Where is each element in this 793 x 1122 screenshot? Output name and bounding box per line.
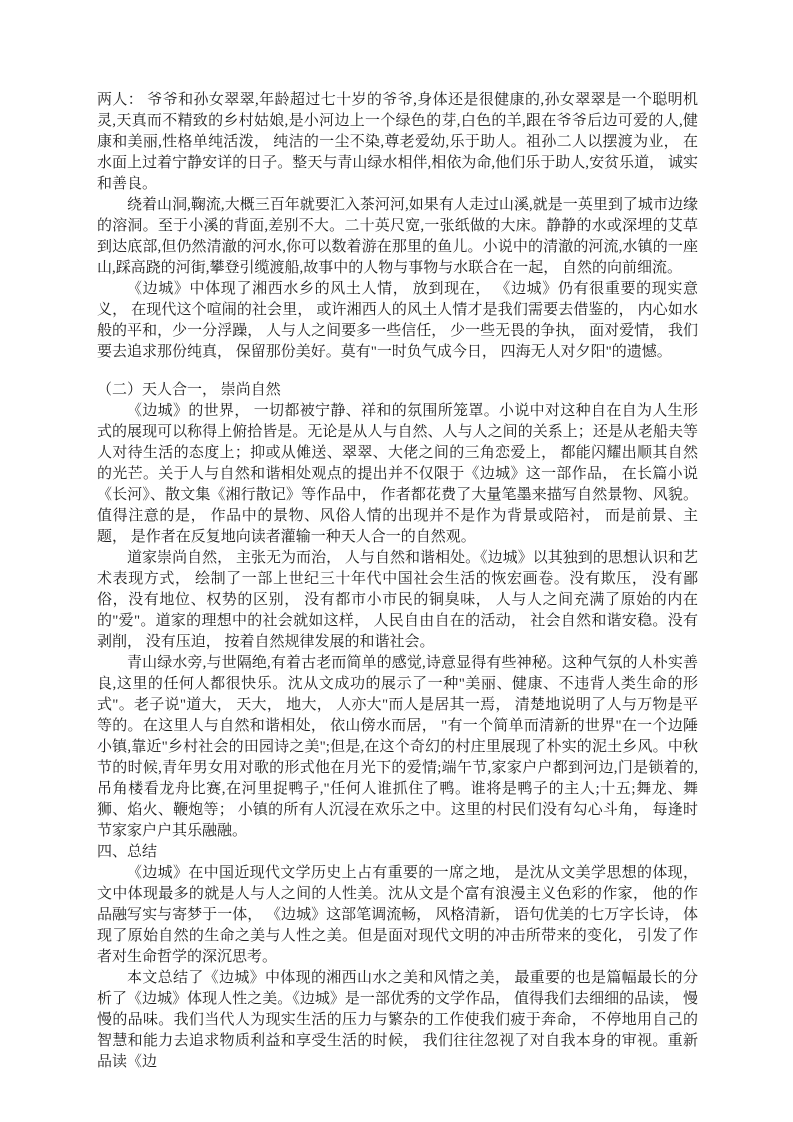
paragraph-characters-intro: 两人： 爷爷和孙女翠翠,年龄超过七十岁的爷爷,身体还是很健康的,孙女翠翠是一个聪明机灵,天真而不精致的乡村姑娘,是小河边上一个绿色的芽,白色的羊,跟在爷爷后边可爱的人,健康和美丽,性格单纯活泼， 纯洁的一尘不染,尊老爱幼,乐于助人。祖孙二人以摆渡为业， 在水面上过着宁静安详的日子。整天与青山绿水相伴,相依为命,他们乐于助人,安贫乐道， 诚实和善良。: [97, 92, 698, 192]
paragraph-biancheng-world: 《边城》的世界， 一切都被宁静、祥和的氛围所笼罩。小说中对这种自在自为人生形式的展现可以称得上俯拾皆是。无论是从人与自然、人与人之间的关系上；还是从老船夫等人对待生活的态度上；抑或从傩送、翠翠、大佬之间的三角恋爱上， 都能闪耀出顺其自然的光芒。关于人与自然和谐相处观点的提出并不仅限于《边城》这一部作品， 在长篇小说《长河》、散文集《湘行散记》等作品中， 作者都花费了大量笔墨来描写自然景物、风貌。值得注意的是， 作品中的景物、风俗人情的出现并不是作为背景或陪衬， 而是前景、主题， 是作者在反复地向读者灌输一种天人合一的自然观。: [97, 403, 698, 545]
paragraph-green-hills-village-life: 青山绿水旁,与世隔绝,有着古老而简单的感觉,诗意显得有些神秘。这种气氛的人朴实善良,这里的任何人都很快乐。沈从文成功的展示了一种"美丽、健康、不违背人类生命的形式"。老子说"道大， 天大， 地大， 人亦大"而人是居其一焉， 清楚地说明了人与万物是平等的。在这里人与自然和谐相处， 依山傍水而居， "有一个简单而清新的世界"在一个边陲小镇,靠近"乡村社会的田园诗之美";但是,在这个奇幻的村庄里展现了朴实的泥土乡风。中秋节的时候,青年男女用对歌的形式他在月光下的爱情;端午节,家家户户都到河边,门是锁着的,吊角楼看龙舟比赛,在河里捉鸭子,"任何人谁抓住了鸭。谁将是鸭子的主人;十五;舞龙、舞狮、焰火、鞭炮等； 小镇的所有人沉浸在欢乐之中。这里的村民们没有勾心斗角， 每逢时节家家户户其乐融融。: [97, 655, 698, 839]
blank-line: [97, 363, 698, 380]
paragraph-stream-scenery: 绕着山洞,鞠流,大概三百年就要汇入茶河河,如果有人走过山溪,就是一英里到了城市边缘的溶洞。至于小溪的背面,差别不大。二十英尺宽,一张纸做的大床。静静的水或深埋的艾草到达底部,但仍然清澈的河水,你可以数着游在那里的鱼儿。小说中的清澈的河流,水镇的一座山,踩高跷的河街,攀登引缆渡船,故事中的人物与事物与水联合在一起， 自然的向前细流。: [97, 197, 698, 276]
section-heading-unity-of-nature: （二）天人合一， 崇尚自然: [97, 382, 281, 398]
paragraph-folk-customs-meaning: 《边城》中体现了湘西水乡的风土人情， 放到现在， 《边城》仍有很重要的现实意义， 在现代这个喧闹的社会里， 或许湘西人的风土人情才是我们需要去借鉴的， 内心如水般的平和，少一分浮躁， 人与人之间要多一些信任， 少一些无畏的争执， 面对爱情， 我们要去追求那份纯真， 保留那份美好。莫有"一时负气成今日， 四海无人对夕阳"的遗憾。: [97, 281, 698, 360]
paragraph-taoism-nature: 道家崇尚自然， 主张无为而治， 人与自然和谐相处。《边城》以其独到的思想认识和艺术表现方式， 绘制了一部上世纪三十年代中国社会生活的恢宏画卷。没有欺压， 没有鄙俗，没有地位、权势的区别， 没有都市小市民的铜臭味， 人与人之间充满了原始的内在的"爱"。道家的理想中的社会就如这样， 人民自由自在的活动， 社会自然和谐安稳。没有剥削， 没有压迫， 按着自然规律发展的和谐社会。: [97, 550, 698, 650]
document-body: [97, 90, 698, 1073]
paragraph-literary-status: 《边城》在中国近现代文学历史上占有重要的一席之地， 是沈从文美学思想的体现， 文中体现最多的就是人与人之间的人性美。沈从文是个富有浪漫主义色彩的作家， 他的作品融写实与寄梦于一体， 《边城》这部笔调流畅， 风格清新， 语句优美的七万字长诗， 体现了原始自然的生命之美与人性之美。但是面对现代文明的冲击所带来的变化， 引发了作者对生命哲学的深沉思考。: [97, 865, 698, 965]
section-heading-summary: 四、总结: [97, 844, 158, 860]
paragraph-conclusion: 本文总结了《边城》中体现的湘西山水之美和风情之美， 最重要的也是篇幅最长的分析了《边城》体现人性之美。《边城》是一部优秀的文学作品， 值得我们去细细的品读， 慢慢的品味。我们当代人为现实生活的压力与繁杂的工作使我们疲于奔命， 不停地用自己的智慧和能力去追求物质利益和享受生活的时候， 我们往往忽视了对自我本身的审视。重新品读《边: [97, 970, 698, 1070]
